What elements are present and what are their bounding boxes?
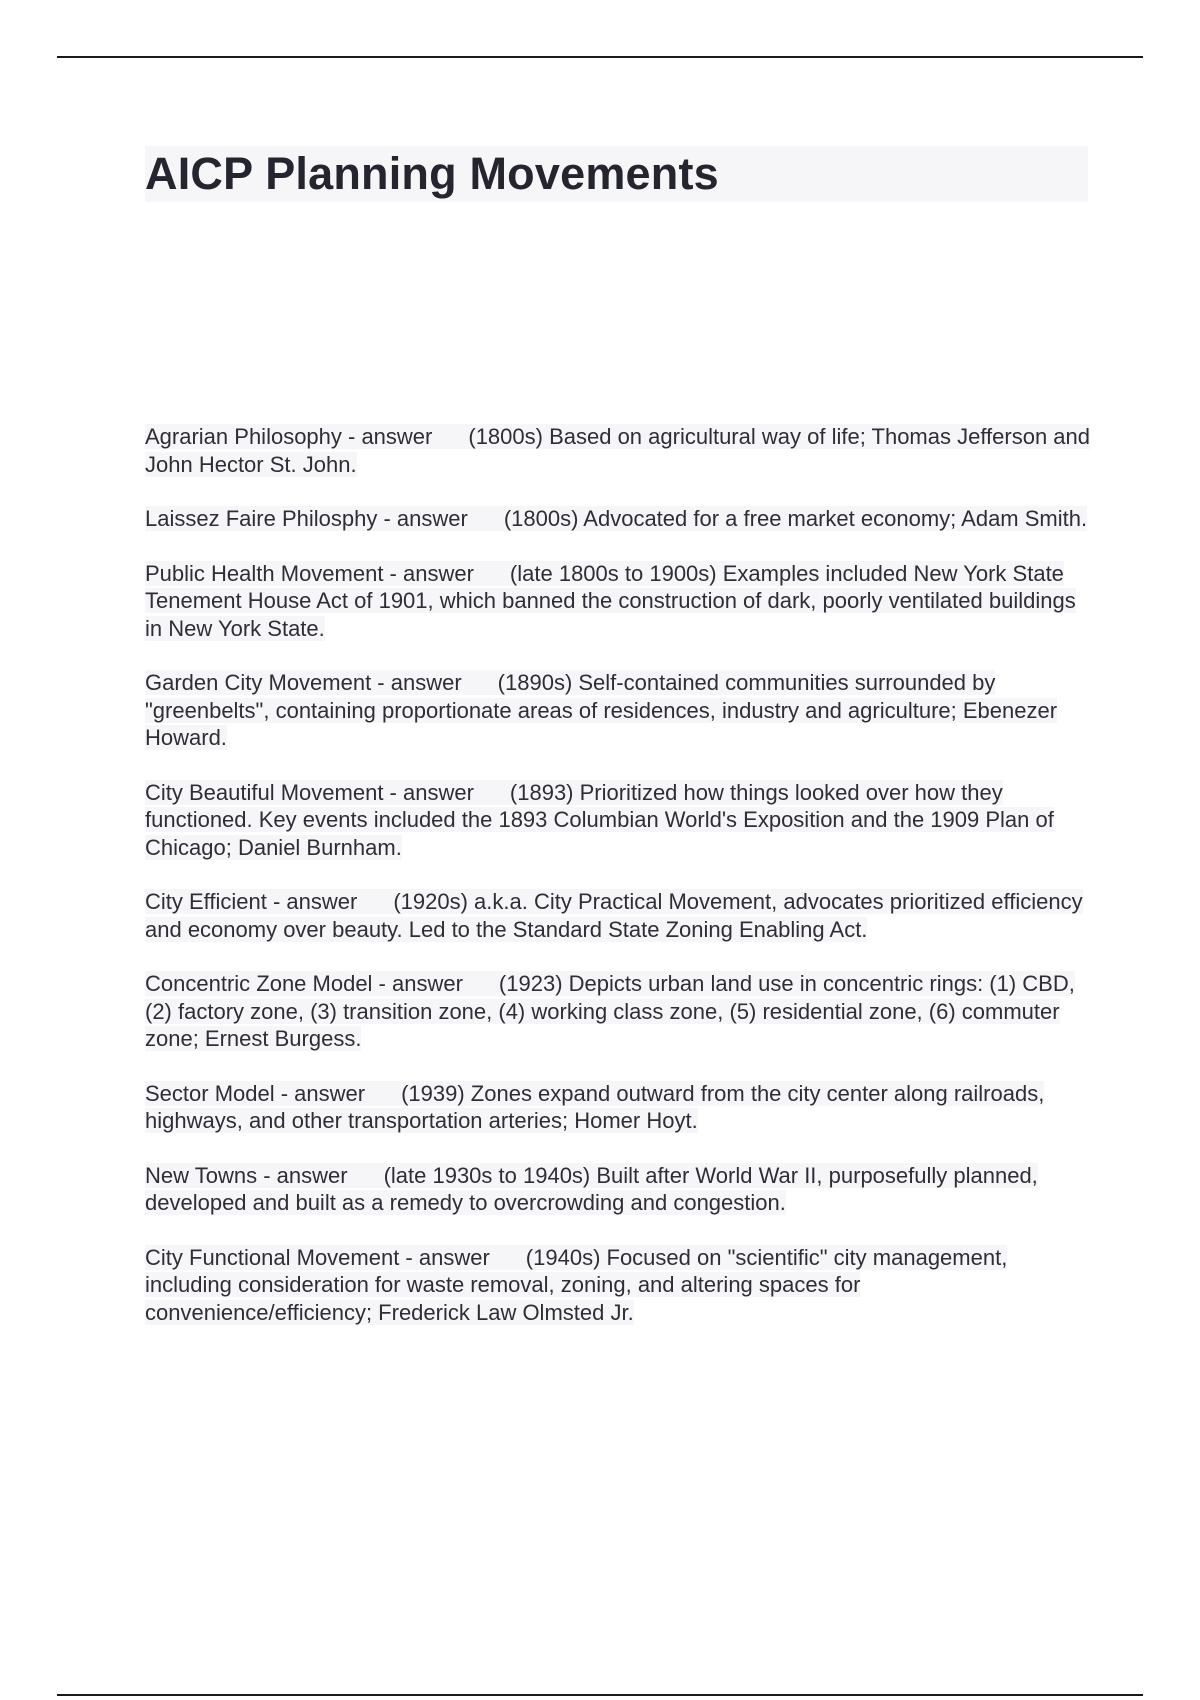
entry-definition: (1940s) Focused on "scientific" city management, including consideration for waste removal, zoning, and altering spaces for convenience/efficiency; Frederick Law Olmsted Jr. (145, 1244, 1008, 1325)
bottom-rule (57, 1694, 1143, 1696)
entry-term: City Beautiful Movement - answer (145, 779, 474, 805)
top-rule (57, 56, 1143, 58)
entry-term: Garden City Movement - answer (145, 670, 462, 695)
entry-term: City Functional Movement - answer (145, 1244, 490, 1270)
entry-term: Public Health Movement - answer (145, 560, 474, 586)
entry-list (145, 423, 1090, 1353)
entry-definition: (late 1930s to 1940s) Built after World War II, purposefully planned, developed and built as a remedy to overcrowding and congestion. (145, 1162, 1038, 1215)
entry-definition: (1920s) a.k.a. City Practical Movement, advocates prioritized efficiency and economy over beauty. Led to the Standard State Zoning Enabling Act. (145, 889, 1083, 942)
entry-definition: (1800s) Advocated for a free market economy; Adam Smith. (503, 506, 1088, 531)
entry-term: Agrarian Philosophy - answer (145, 424, 433, 449)
list-item (145, 423, 1090, 478)
list-item (145, 669, 1090, 752)
list-item (145, 1080, 1090, 1135)
entry-term: City Efficient - answer (145, 889, 358, 914)
entry-definition: (1893) Prioritized how things looked over how they functioned. Key events included the 1893 Columbian World's Exposition and the 1909 Plan of Chicago; Daniel Burnham. (145, 779, 1054, 860)
list-item (145, 505, 1090, 533)
entry-definition: (1939) Zones expand outward from the city center along railroads, highways, and other transportation arteries; Homer Hoyt. (145, 1080, 1045, 1133)
list-item (145, 1162, 1090, 1217)
list-item (145, 560, 1090, 643)
list-item (145, 888, 1090, 943)
entry-definition: (1923) Depicts urban land use in concentric rings: (1) CBD, (2) factory zone, (3) transition zone, (4) working class zone, (5) residential zone, (6) commuter zone; Ernest Burgess. (145, 971, 1075, 1051)
entry-definition: (late 1800s to 1900s) Examples included New York State Tenement House Act of 1901, which banned the construction of dark, poorly ventilated buildings in New York State. (145, 560, 1076, 641)
entry-term: New Towns - answer (145, 1162, 348, 1188)
entry-definition: (1800s) Based on agricultural way of life; Thomas Jefferson and John Hector St. John. (145, 424, 1091, 477)
entry-definition: (1890s) Self-contained communities surrounded by "greenbelts", containing proportionate areas of residences, industry and agriculture; Ebenezer Howard. (145, 670, 1058, 750)
list-item (145, 1244, 1090, 1327)
entry-term: Sector Model - answer (145, 1080, 366, 1106)
entry-term: Concentric Zone Model - answer (145, 971, 463, 996)
page-title: AICP Planning Movements (145, 146, 1088, 202)
entry-term: Laissez Faire Philosphy - answer (145, 506, 468, 531)
list-item (145, 970, 1090, 1053)
list-item (145, 779, 1090, 862)
